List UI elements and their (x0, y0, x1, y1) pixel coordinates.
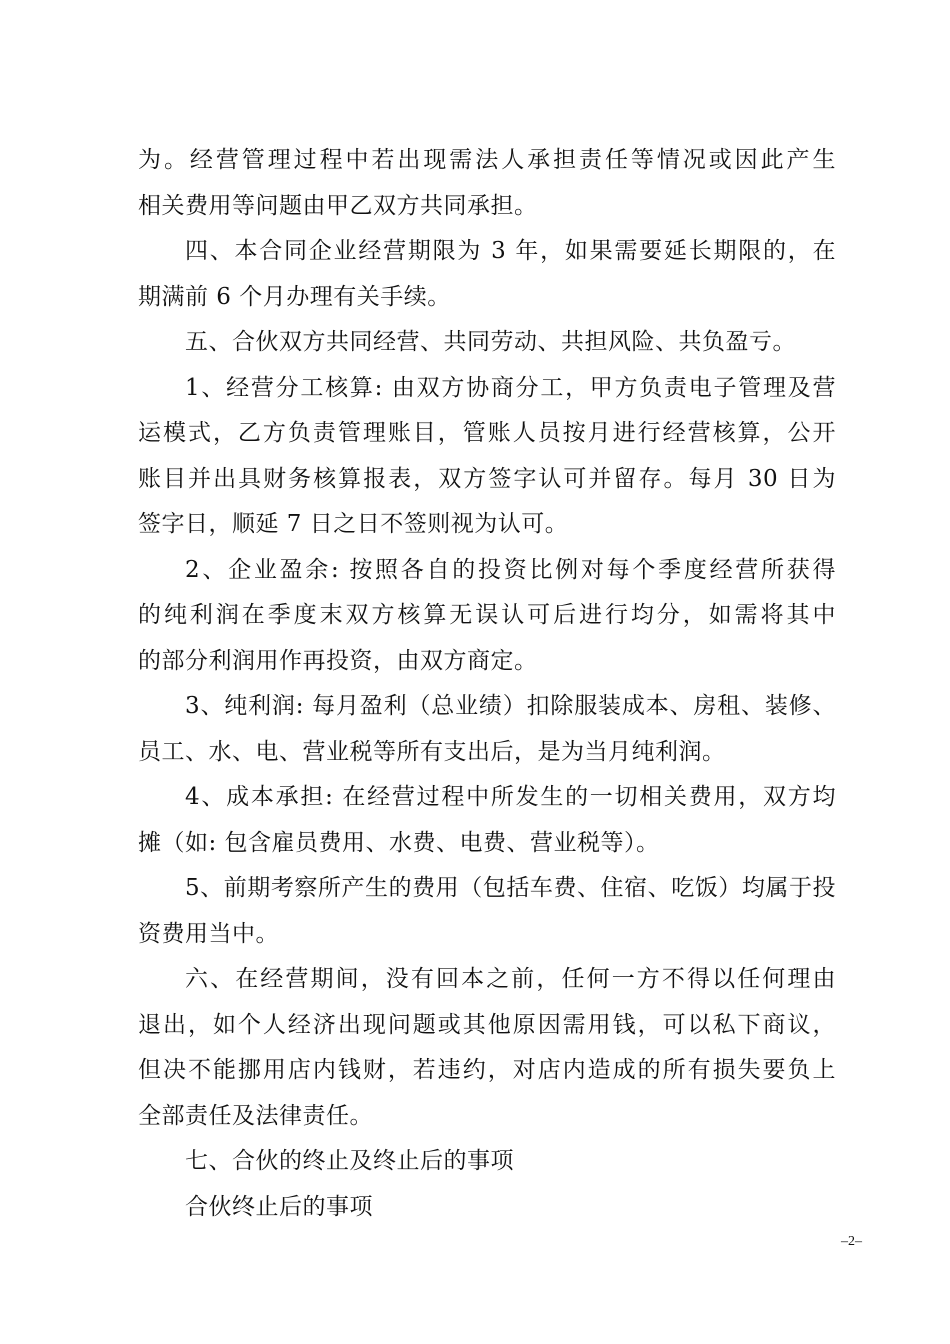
page-number: –2– (841, 1234, 862, 1249)
text-line: 4、成本承担: 在经营过程中所发生的一切相关费用，双方均 (185, 784, 836, 810)
text-line: 五、合伙双方共同经营、共同劳动、共担风险、共负盈亏。 (185, 329, 796, 355)
text-line: 运模式，乙方负责管理账目，管账人员按月进行经营核算，公开 (138, 420, 836, 446)
text-line: 的纯利润在季度末双方核算无误认可后进行均分，如需将其中 (138, 602, 836, 628)
text-line: 资费用当中。 (138, 920, 279, 947)
text-line: 1、经营分工核算: 由双方协商分工，甲方负责电子管理及营 (185, 374, 836, 401)
text-line: 账目并出具财务核算报表，双方签字认可并留存。每月 30 日为 (138, 465, 836, 492)
text-line: 六、在经营期间，没有回本之前，任何一方不得以任何理由 (185, 966, 836, 992)
section-heading: 七、合伙的终止及终止后的事项 (185, 1148, 514, 1174)
text-line: 的部分利润用作再投资，由双方商定。 (138, 647, 538, 674)
document-body (138, 138, 836, 1230)
text-line: 相关费用等问题由甲乙双方共同承担。 (138, 192, 538, 219)
text-line: 期满前 6 个月办理有关手续。 (138, 283, 451, 310)
text-line: 退出，如个人经济出现问题或其他原因需用钱，可以私下商议， (138, 1011, 836, 1038)
text-line: 5、前期考察所产生的费用（包括车费、住宿、吃饭）均属于投 (185, 875, 836, 901)
text-line: 3、纯利润: 每月盈利（总业绩）扣除服装成本、房租、装修、 (185, 693, 836, 719)
text-line: 2、企业盈余: 按照各自的投资比例对每个季度经营所获得 (185, 556, 836, 583)
text-line: 为。经营管理过程中若出现需法人承担责任等情况或因此产生 (138, 147, 836, 173)
text-line: 但决不能挪用店内钱财，若违约，对店内造成的所有损失要负上 (138, 1057, 836, 1083)
text-line: 四、本合同企业经营期限为 3 年，如果需要延长期限的，在 (185, 238, 836, 264)
text-line: 合伙终止后的事项 (185, 1193, 373, 1220)
text-line: 签字日，顺延 7 日之日不签则视为认可。 (138, 511, 569, 537)
text-line: 全部责任及法律责任。 (138, 1102, 373, 1129)
text-line: 员工、水、电、营业税等所有支出后，是为当月纯利润。 (138, 738, 726, 765)
text-line: 摊（如: 包含雇员费用、水费、电费、营业税等）。 (138, 829, 660, 856)
